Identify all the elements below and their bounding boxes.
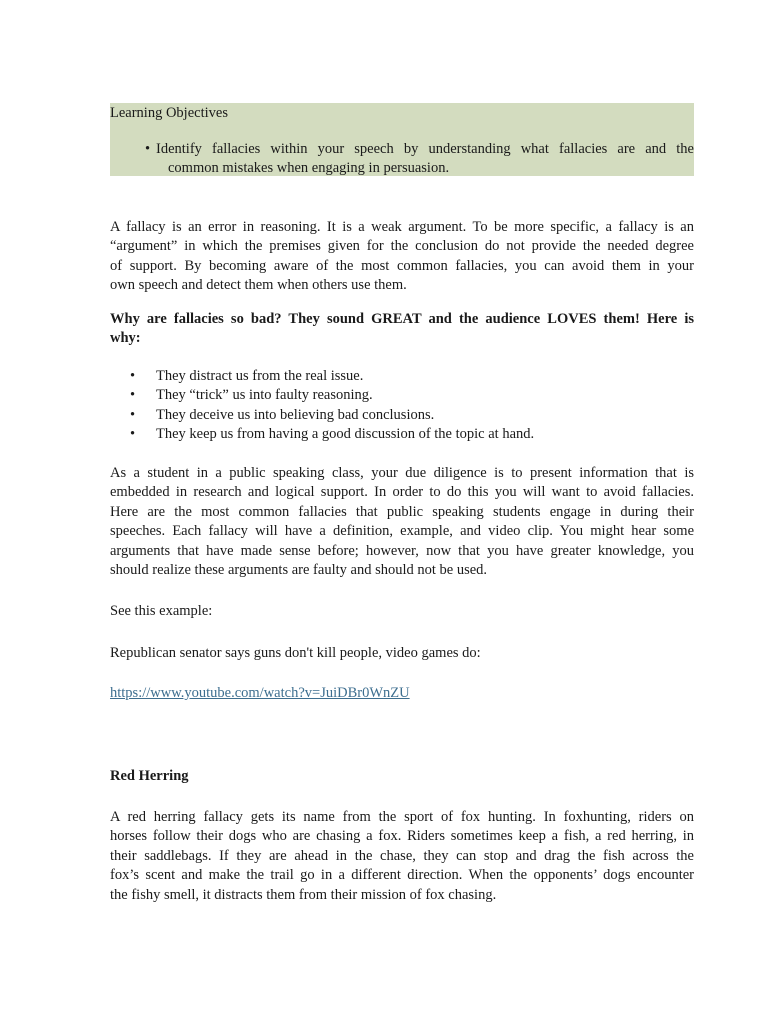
document-page — [110, 103, 694, 903]
paragraph-line: As a student in a public speaking class, your due diligence is to present information that is — [110, 465, 694, 481]
paragraph-line: of support. By becoming aware of the most common fallacies, you can avoid them in your — [110, 257, 694, 274]
list-item: • They keep us from having a good discussion of the topic at hand. — [110, 425, 694, 444]
bullet-icon: • — [145, 141, 151, 157]
intro-paragraph — [110, 218, 694, 296]
paragraph-line: A fallacy is an error in reasoning. It is a weak argument. To be more specific, a fallacy is an — [110, 219, 694, 235]
paragraph-line: own speech and detect them when others use them. — [110, 277, 407, 294]
list-item: • They “trick” us into faulty reasoning. — [110, 386, 694, 405]
list-item: • They deceive us into believing bad conclusions. — [110, 406, 694, 425]
red-herring-heading: Red Herring — [110, 768, 189, 784]
list-item: • They distract us from the real issue. — [110, 367, 694, 386]
bullet-icon: • — [130, 368, 136, 384]
paragraph-line: Why are fallacies so bad? They sound GREAT and the audience LOVES them! Here is — [110, 311, 694, 327]
why-paragraph — [110, 310, 694, 349]
paragraph-line: horses follow their dogs who are chasing a fox. Riders sometimes keep a fish, a red herring, in — [110, 828, 694, 845]
paragraph-line: embedded in research and logical support. In order to do this you will want to avoid fallacies. — [110, 484, 694, 501]
paragraph-line: fox’s scent and make the trail go in a different direction. When the opponents’ dogs encounter — [110, 867, 694, 884]
reasons-list — [110, 367, 694, 445]
bullet-icon: • — [130, 426, 136, 443]
paragraph-line: speeches. Each fallacy will have a definition, example, and video clip. You might hear some — [110, 523, 694, 540]
bullet-icon: • — [130, 406, 136, 423]
learning-objectives-box — [110, 103, 694, 176]
paragraph-line: “argument” in which the premises given for the conclusion do not provide the needed degree — [110, 238, 694, 255]
paragraph-line: Here are the most common fallacies that public speaking students engage in during their — [110, 503, 694, 520]
objective-item-line1: • Identify fallacies within your speech by understanding what fallacies are and the — [156, 140, 694, 160]
red-herring-paragraph — [110, 808, 694, 905]
paragraph-line: A red herring fallacy gets its name from the sport of fox hunting. In foxhunting, riders on — [110, 809, 694, 825]
paragraph-line: the fishy smell, it distracts them from their mission of fox chasing. — [110, 886, 497, 903]
objective-item-line2: common mistakes when engaging in persuasion. — [168, 160, 450, 176]
example-intro: See this example: — [110, 603, 213, 619]
student-paragraph — [110, 464, 694, 580]
paragraph-line: arguments that have made sense before; however, now that you have greater knowledge, you — [110, 542, 694, 559]
example-caption: Republican senator says guns don't kill people, video games do: — [110, 645, 481, 661]
video-link[interactable]: https://www.youtube.com/watch?v=JuiDBr0WnZU — [110, 685, 410, 701]
paragraph-line: their saddlebags. If they are ahead in the chase, they can stop and drag the fish across the — [110, 847, 694, 864]
paragraph-line: why: — [110, 330, 141, 347]
bullet-icon: • — [130, 387, 136, 404]
learning-objectives-heading: Learning Objectives — [110, 105, 228, 121]
paragraph-line: should realize these arguments are faulty and should not be used. — [110, 562, 488, 579]
